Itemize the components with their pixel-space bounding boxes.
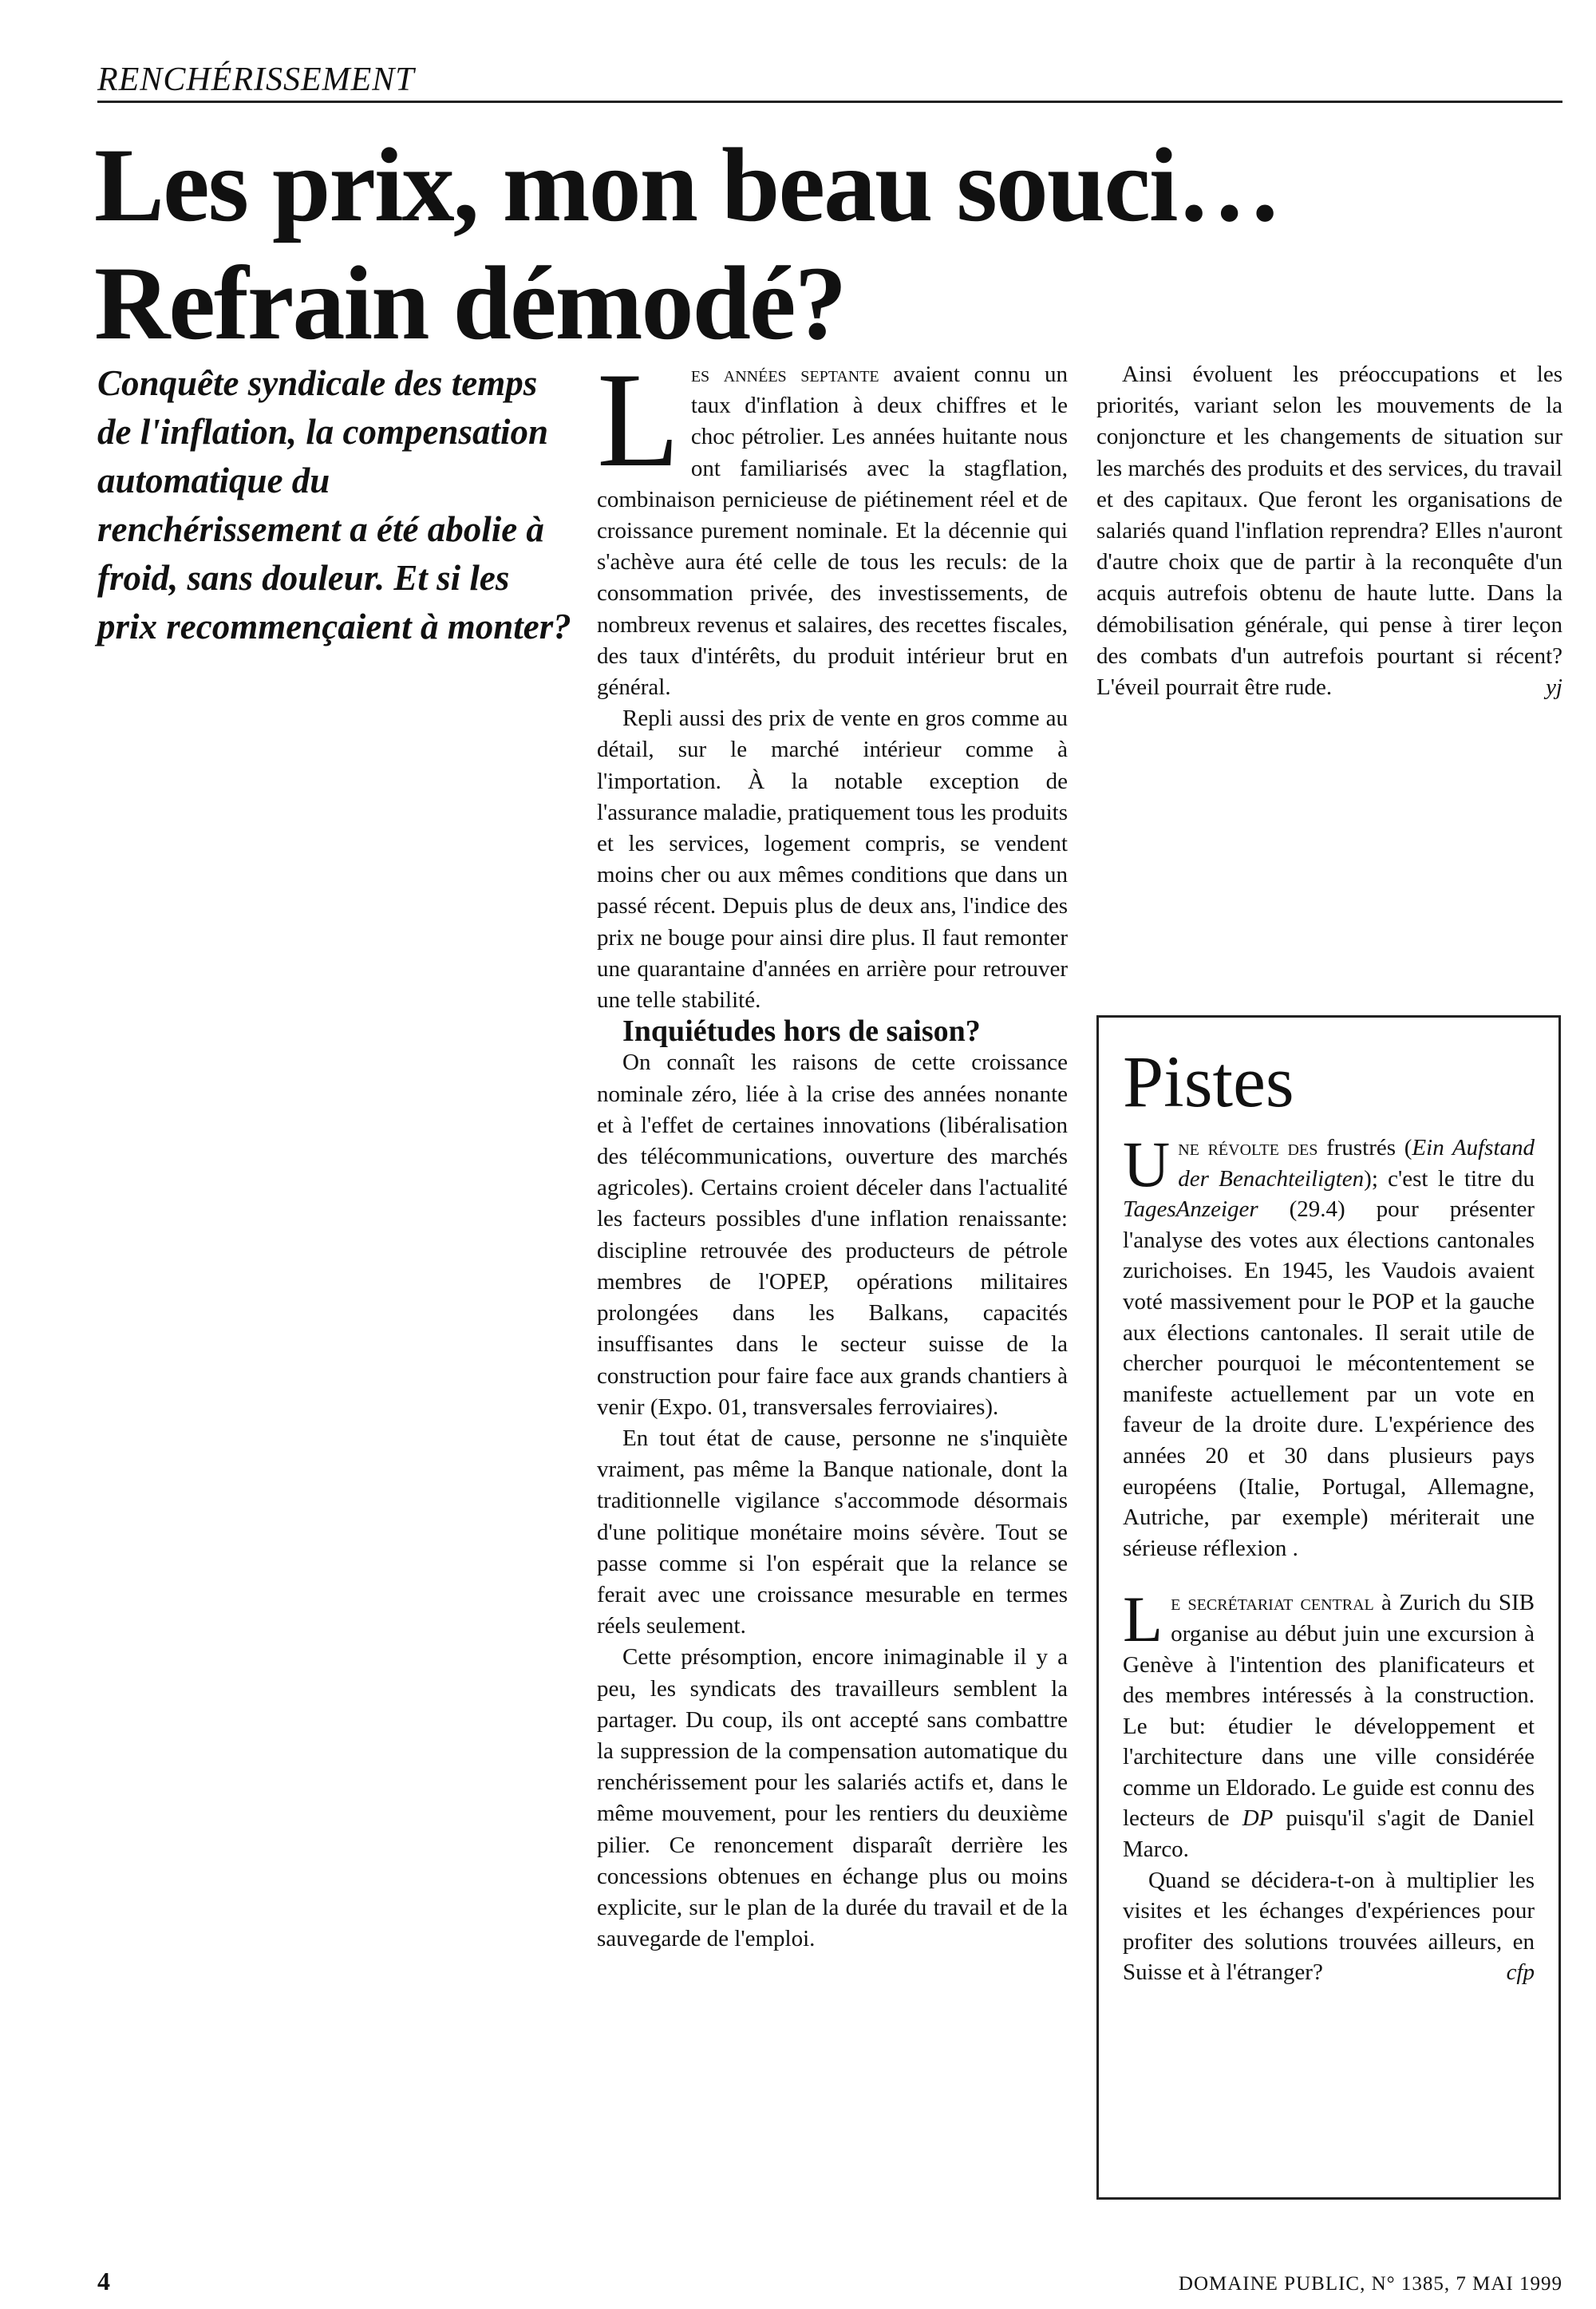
article-paragraph-2: Repli aussi des prix de vente en gros comme au détail, sur le marché intérieur comme à l'importation. À la notable exception de l'assurance maladie, pratiquement tous les produits et les services, logement compris, se vendent moins cher ou aux mêmes conditions que dans un passé récent. Depuis plus de deux ans, l'indice des prix ne bouge pour ainsi dire plus. Il faut remonter une quarantaine d'années en arrière pour retrouver une telle stabilité.: [597, 706, 1068, 1014]
sidebar-box-text: [1123, 1128, 1535, 1988]
pistes-item-1-italic-b: TagesAnzeiger: [1123, 1196, 1258, 1223]
rubric-rule: [97, 101, 1562, 103]
article-paragraph-5: Cette présomption, encore inimaginable il y a peu, les syndicats des travailleurs semblent la partager. Du coup, ils ont accepté sans combattre la suppression de la compensation automatique du renchérissement pour les salariés actifs et, dans le même mouvement, pour les rentiers du deuxième pilier. Ce renoncement disparaît derrière les concessions obtenues en échange plus ou moins explicite, sur le plan de la durée du travail et de la sauvegarde de l'emploi.: [597, 1644, 1068, 1952]
article-paragraph-1-text: avaient connu un taux d'inflation à deux chiffres et le choc pétrolier. Les années huitante nous ont familiarisés avec la stagflation, combinaison pernicieuse de piétinement réel et de croissance purement nominale. Et la décennie qui s'achève aura été celle de tous les reculs: de la consommation privée, des investissements, de nombreux revenus et salaires, des recettes fiscales, des taux d'intérêts, du produit intérieur brut en général.: [597, 362, 1068, 701]
pistes-signature: cfp: [1506, 1959, 1535, 1986]
pistes-item-2-p2-text: Quand se décidera-t-on à multiplier les visites et les échanges d'expériences pour profiter des solutions trouvées ailleurs, en Suisse et à l'étranger?: [1123, 1867, 1535, 1986]
article-paragraph-6-text: Ainsi évoluent les préoccupations et les priorités, variant selon les mouvements de la conjoncture et les changements de situation sur les marchés des produits et des services, du travail et des capitaux. Que feront les organisations de salariés quand l'inflation reprendra? Elles n'auront d'autre choix que de partir à la reconquête d'un acquis autrefois obtenu de haute lutte. Dans la démobilisation générale, qui pense à tirer leçon des combats d'un autrefois pourtant si récent? L'éveil pourrait être rude.: [1096, 362, 1562, 701]
article-signature: yj: [1546, 674, 1562, 701]
pistes-item-1-italic-a: Ein Aufstand der Benachteiligten: [1178, 1135, 1535, 1192]
publication-footer: DOMAINE PUBLIC, N° 1385, 7 MAI 1999: [1178, 2273, 1562, 2295]
article-paragraph-3: On connaît les raisons de cette croissance nominale zéro, liée à la crise des années nonante et à l'effet de certaines innovations (libéralisation des télécommunications, ouverture des marchés agricoles). Certains croient déceler dans l'actualité les facteurs possibles d'une inflation renaissante: discipline retrouvée des producteurs de pétrole membres de l'OPEP, opérations militaires prolongées dans les Balkans, capacités insuffisantes dans le secteur suisse de la construction pour faire face aux grands chantiers à venir (Expo. 01, transversales ferroviaires).: [597, 1050, 1068, 1420]
pistes-item-1-text-b: ); c'est le titre du: [1364, 1165, 1535, 1192]
pistes-item-1: [1123, 1128, 1535, 1564]
standfirst: Conquête syndicale des temps de l'inflation, la compensation automatique du renchérissement a été abolie à froid, sans douleur. Et si les prix recommençaient à monter?: [97, 363, 571, 646]
sidebar-box-pistes: [1096, 1015, 1561, 2200]
article-lead-smallcaps: es années septante: [690, 362, 879, 387]
article-column-2: [1096, 359, 1562, 703]
pistes-item-2-text-b: puisqu'il s'agit de Daniel Marco.: [1123, 1805, 1535, 1863]
headline-line-2: Refrain démodé?: [94, 244, 846, 362]
sidebar-box-title: Pistes: [1123, 1041, 1294, 1122]
pistes-item-2-lead: e secrétariat central: [1171, 1590, 1374, 1616]
headline: [94, 126, 1451, 362]
pistes-item-2-text-a: à Zurich du SIB organise au début juin une excursion à Genève à l'intention des planificateurs et des membres intéressés à la construction. Le but: étudier le développement et l'architecture dans une ville considérée comme un Eldorado. Le guide est connu des lecteurs de: [1123, 1590, 1535, 1832]
pistes-item-1-text-a: frustrés (: [1317, 1135, 1412, 1160]
article-dropcap: L: [597, 345, 680, 495]
article-subhead: Inquiétudes hors de saison?: [622, 1014, 981, 1049]
pistes-item-1-dropcap: U: [1123, 1128, 1171, 1200]
pistes-item-2-dropcap: L: [1123, 1583, 1163, 1656]
pistes-item-2-paragraph-2: [1123, 1865, 1535, 1988]
pistes-item-1-text-c: (29.4) pour présenter l'analyse des votes aux élections cantonales zurichoises. En 1945, les Vaudois avaient voté massivement pour le POP et la gauche aux élections cantonales. Il serait utile de chercher pourquoi le mécontentement se manifeste actuellement par un vote en faveur de la droite dure. L'expérience des années 20 et 30 dans plusieurs pays européens (Italie, Portugal, Allemagne, Autriche, par exemple) mériterait une sérieuse réflexion .: [1123, 1196, 1535, 1561]
article-paragraph-4: En tout état de cause, personne ne s'inquiète vraiment, pas même la Banque nationale, dont la traditionnelle vigilance s'accommode désormais d'une politique monétaire moins sévère. Tout se passe comme si l'on espérait que la relance se ferait avec une croissance mesurable en termes réels seulement.: [597, 1425, 1068, 1639]
article-paragraph-1: [597, 345, 1068, 703]
article-column-1: [597, 345, 1068, 1955]
section-rubric: RENCHÉRISSEMENT: [97, 61, 415, 98]
pistes-item-2-italic-a: DP: [1242, 1805, 1274, 1832]
pistes-item-2: [1123, 1583, 1535, 1864]
headline-line-1: Les prix, mon beau souci…: [94, 126, 1281, 243]
page-number: 4: [97, 2267, 110, 2295]
article-paragraph-6: [1096, 359, 1562, 703]
pistes-item-1-lead: ne révolte des: [1178, 1135, 1318, 1160]
